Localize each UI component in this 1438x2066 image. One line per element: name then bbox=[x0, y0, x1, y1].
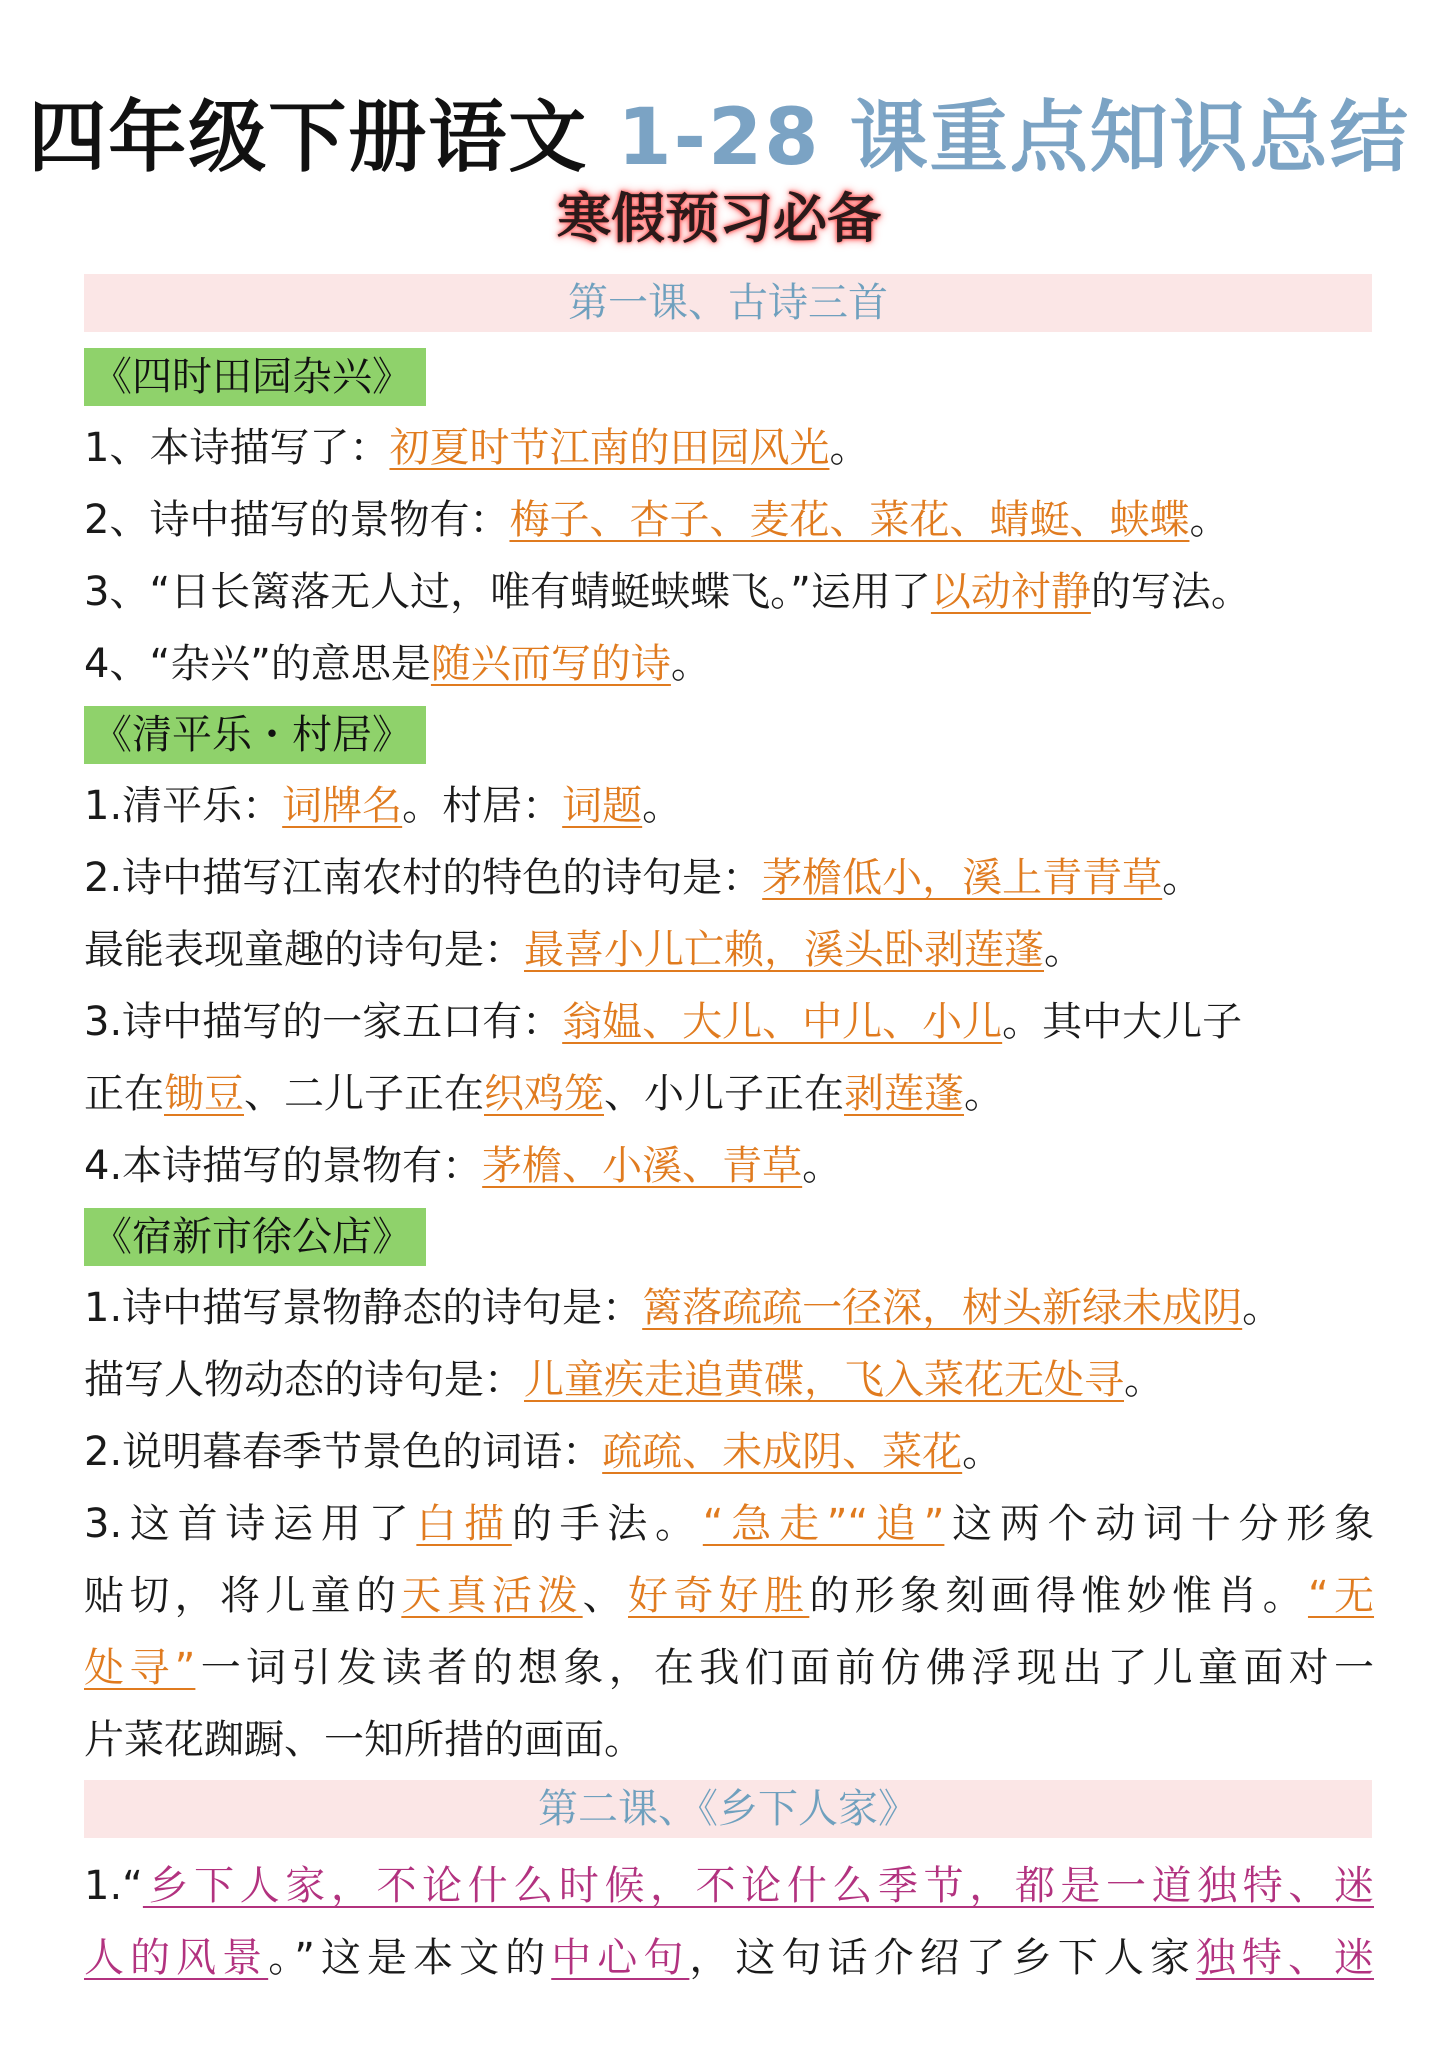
poem-2-title: 《清平乐・村居》 bbox=[84, 706, 426, 764]
answer: 最喜小儿亡赖，溪头卧剥莲蓬 bbox=[524, 927, 1044, 973]
text: 。 bbox=[962, 1429, 1003, 1475]
poem-2-line-6 bbox=[84, 1130, 1374, 1202]
text: 片菜花踟蹰、一知所措的画面。 bbox=[84, 1717, 644, 1763]
answer: 人的风景 bbox=[84, 1935, 269, 1981]
text: 最能表现童趣的诗句是： bbox=[84, 927, 524, 973]
lesson-2-heading: 第二课、《乡下人家》 bbox=[84, 1780, 1372, 1838]
answer: 梅子、杏子、麦花、菜花、蜻蜓、蛱蝶 bbox=[509, 497, 1190, 543]
text: 1、本诗描写了： bbox=[84, 425, 390, 471]
answer: “无 bbox=[1307, 1573, 1375, 1619]
poem-2-line-3 bbox=[84, 914, 1374, 986]
text: 。其中大儿子 bbox=[1002, 999, 1243, 1045]
poem-3-line-5 bbox=[84, 1560, 1374, 1632]
answer: 处寻” bbox=[84, 1645, 196, 1691]
title-part-2: 1-28 课重点知识总结 bbox=[617, 93, 1410, 183]
answer: 随兴而写的诗 bbox=[430, 641, 671, 687]
answer: 词牌名 bbox=[282, 783, 403, 829]
answer: 剥莲蓬 bbox=[844, 1071, 964, 1117]
poem-2-line-5 bbox=[84, 1058, 1374, 1130]
poem-3-line-6 bbox=[84, 1632, 1374, 1704]
poem-3-title: 《宿新市徐公店》 bbox=[84, 1208, 426, 1266]
answer: 以动衬静 bbox=[930, 569, 1091, 615]
poem-1-line-1 bbox=[84, 412, 1374, 484]
text: 1.清平乐： bbox=[84, 783, 283, 829]
text: 描写人物动态的诗句是： bbox=[84, 1357, 524, 1403]
text: 、小儿子正在 bbox=[604, 1071, 844, 1117]
answer: 中心句 bbox=[551, 1935, 690, 1981]
answer: 儿童疾走追黄碟，飞入菜花无处寻 bbox=[524, 1357, 1124, 1403]
text: 。 bbox=[1124, 1357, 1164, 1403]
poem-1-line-4 bbox=[84, 628, 1374, 700]
text: ，这句话介绍了乡下人家 bbox=[689, 1935, 1196, 1981]
text: 2.诗中描写江南农村的特色的诗句是： bbox=[84, 855, 763, 901]
answer: 锄豆 bbox=[164, 1071, 244, 1117]
text: 正在 bbox=[84, 1071, 164, 1117]
text: 1.“ bbox=[84, 1863, 143, 1909]
poem-3-line-7 bbox=[84, 1704, 1374, 1776]
text: 。 bbox=[829, 425, 870, 471]
text: 。 bbox=[1162, 855, 1203, 901]
text: 这两个动词十分形象 bbox=[944, 1501, 1375, 1547]
text: 。村居： bbox=[402, 783, 563, 829]
poem-1-title: 《四时田园杂兴》 bbox=[84, 348, 426, 406]
answer: 天真活泼 bbox=[401, 1573, 583, 1619]
text: 。 bbox=[964, 1071, 1004, 1117]
answer: 茅檐低小，溪上青青草 bbox=[762, 855, 1163, 901]
answer: “急走”“追” bbox=[702, 1501, 945, 1547]
poem-3-line-4 bbox=[84, 1488, 1374, 1560]
poem-3-line-2 bbox=[84, 1344, 1374, 1416]
text: 一词引发读者的想象，在我们面前仿佛浮现出了儿童面对一 bbox=[195, 1645, 1374, 1691]
text: 3.诗中描写的一家五口有： bbox=[84, 999, 563, 1045]
text: 的形象刻画得惟妙惟肖。 bbox=[809, 1573, 1308, 1619]
page-subtitle: 寒假预习必备 bbox=[557, 187, 881, 250]
lesson-1-heading: 第一课、古诗三首 bbox=[84, 274, 1372, 332]
text: 4、“杂兴”的意思是 bbox=[84, 641, 431, 687]
answer: 乡下人家，不论什么时候，不论什么季节，都是一道独特、迷 bbox=[142, 1863, 1374, 1909]
text: 。 bbox=[802, 1143, 843, 1189]
page-title bbox=[0, 88, 1438, 188]
text: 的写法。 bbox=[1090, 569, 1251, 615]
text: 、 bbox=[582, 1573, 628, 1619]
poem-3-line-3 bbox=[84, 1416, 1374, 1488]
answer: 初夏时节江南的田园风光 bbox=[389, 425, 830, 471]
title-part-1: 四年级下册语文 bbox=[28, 93, 618, 183]
answer: 织鸡笼 bbox=[484, 1071, 604, 1117]
text: 。 bbox=[670, 641, 711, 687]
answer: 词题 bbox=[562, 783, 643, 829]
answer: 疏疏、未成阴、菜花 bbox=[602, 1429, 963, 1475]
text: 贴切，将儿童的 bbox=[84, 1573, 402, 1619]
text: 、二儿子正在 bbox=[244, 1071, 484, 1117]
poem-1-line-2 bbox=[84, 484, 1374, 556]
text: 。 bbox=[1189, 497, 1230, 543]
poem-2-line-4 bbox=[84, 986, 1374, 1058]
lesson-2-line-2 bbox=[84, 1922, 1374, 1994]
lesson-2-line-1 bbox=[84, 1850, 1374, 1922]
poem-2-line-1 bbox=[84, 770, 1374, 842]
text: 4.本诗描写的景物有： bbox=[84, 1143, 483, 1189]
poem-1-line-3 bbox=[84, 556, 1374, 628]
text: 1.诗中描写景物静态的诗句是： bbox=[84, 1285, 643, 1331]
text: 2.说明暮春季节景色的词语： bbox=[84, 1429, 603, 1475]
text: 3.这首诗运用了 bbox=[84, 1501, 417, 1547]
text: 。 bbox=[1242, 1285, 1283, 1331]
text: 2、诗中描写的景物有： bbox=[84, 497, 510, 543]
answer: 独特、迷 bbox=[1195, 1935, 1375, 1981]
answer: 篱落疏疏一径深，树头新绿未成阴 bbox=[642, 1285, 1243, 1331]
poem-3-line-1 bbox=[84, 1272, 1374, 1344]
answer: 翁媪、大儿、中儿、小儿 bbox=[562, 999, 1003, 1045]
text: 。 bbox=[642, 783, 683, 829]
answer: 好奇好胜 bbox=[628, 1573, 810, 1619]
text: 。 bbox=[1044, 927, 1084, 973]
text: 的手法。 bbox=[511, 1501, 703, 1547]
text: 3、“日长篱落无人过，唯有蜻蜓蛱蝶飞。”运用了 bbox=[84, 569, 931, 615]
poem-2-line-2 bbox=[84, 842, 1374, 914]
answer: 茅檐、小溪、青草 bbox=[482, 1143, 803, 1189]
text: 。”这是本文的 bbox=[268, 1935, 552, 1981]
answer: 白描 bbox=[416, 1501, 512, 1547]
